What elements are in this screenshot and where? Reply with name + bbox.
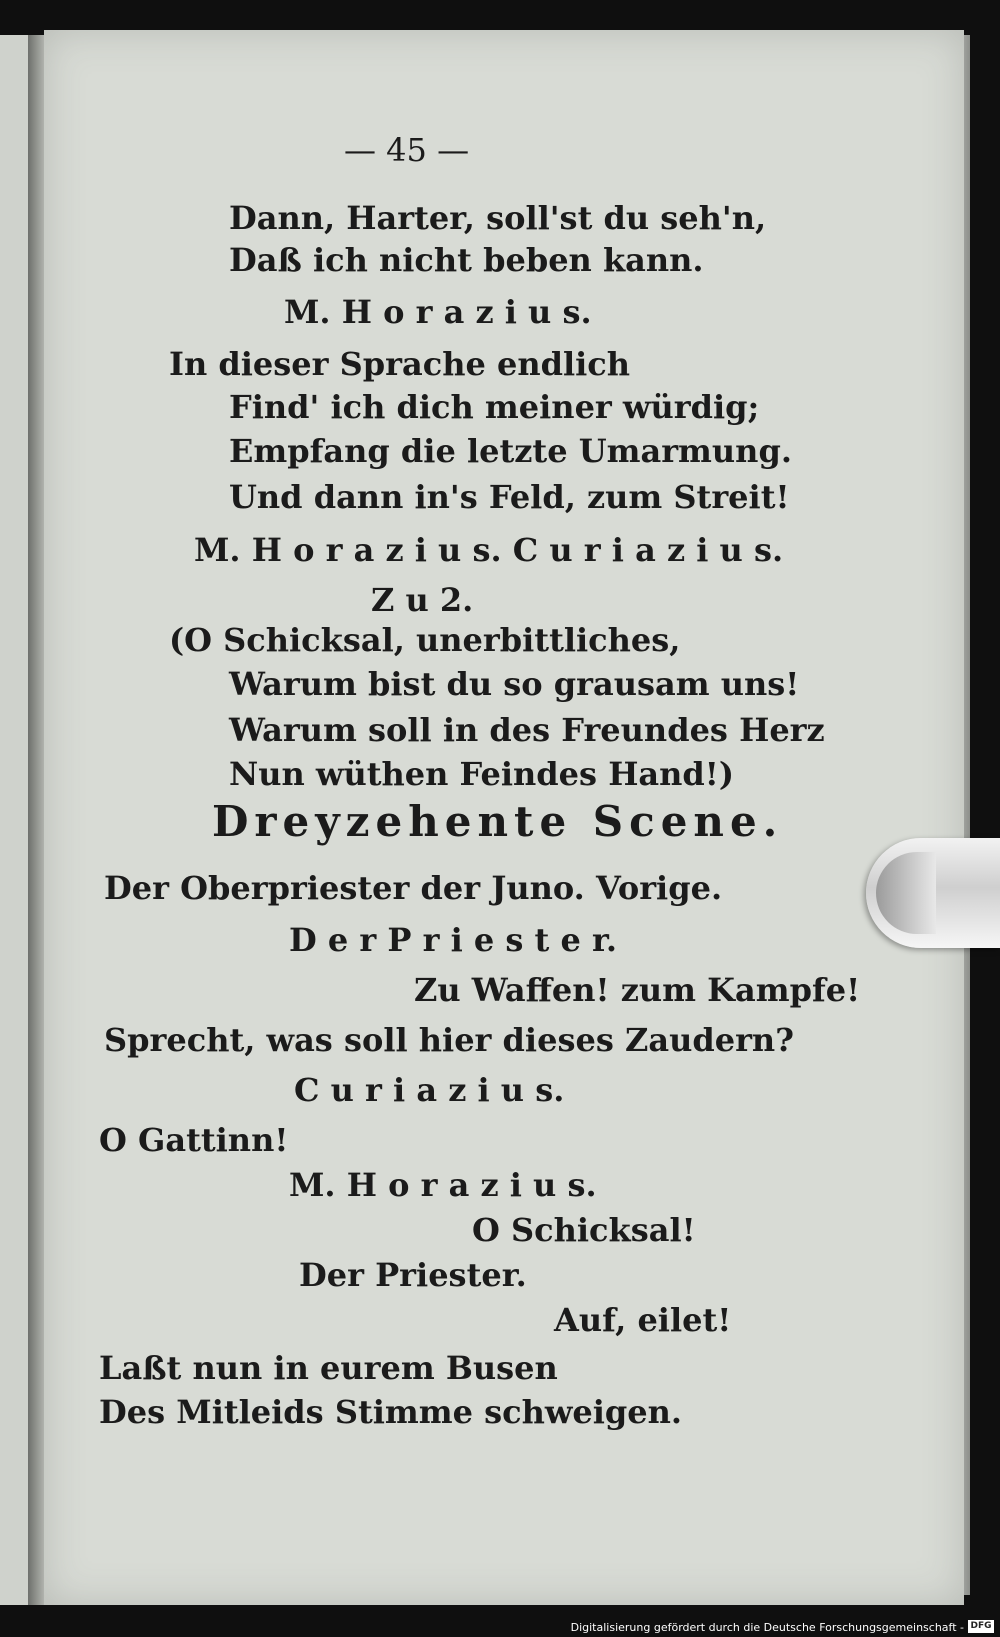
verse-line: Warum bist du so grausam uns! — [229, 665, 800, 703]
verse-line: Des Mitleids Stimme schweigen. — [99, 1393, 683, 1431]
verse-line: Dann, Harter, soll'st du seh'n, — [229, 199, 767, 237]
speaker-name: M. H o r a z i u s. — [284, 293, 592, 331]
verse-line: Sprecht, was soll hier dieses Zaudern? — [104, 1021, 794, 1059]
verse-line: O Gattinn! — [99, 1121, 289, 1159]
verse-line: Und dann in's Feld, zum Streit! — [229, 478, 790, 516]
page-number: — 45 — — [344, 131, 470, 169]
speaker-name: M. H o r a z i u s. — [289, 1166, 597, 1204]
duet-marker: Z u 2. — [371, 581, 474, 619]
clip-loop — [876, 852, 936, 934]
speaker-name: M. H o r a z i u s. C u r i a z i u s. — [194, 531, 784, 569]
verse-line: Zu Waffen! zum Kampfe! — [414, 971, 861, 1009]
funding-credit: Digitalisierung gefördert durch die Deutsche Forschungsgemeinschaft - — [570, 1621, 964, 1634]
verse-line: Laßt nun in eurem Busen — [99, 1349, 558, 1387]
speaker-name: D e r P r i e s t e r. — [289, 921, 618, 959]
scene-heading: Dreyzehente Scene. — [212, 797, 784, 846]
verse-line: In dieser Sprache endlich — [169, 345, 631, 383]
speaker-name: C u r i a z i u s. — [294, 1071, 565, 1109]
verse-line: Nun wüthen Feindes Hand!) — [229, 755, 734, 793]
verse-line: Daß ich nicht beben kann. — [229, 241, 704, 279]
book-page — [44, 30, 964, 1605]
verse-line: Find' ich dich meiner würdig; — [229, 388, 760, 426]
speaker-name: Der Priester. — [299, 1256, 527, 1294]
page-clip — [866, 838, 1000, 948]
dfg-logo-icon: DFG — [968, 1620, 994, 1633]
verse-line: Empfang die letzte Umarmung. — [229, 432, 792, 470]
digitization-footer — [0, 1615, 1000, 1637]
verse-line: Auf, eilet! — [554, 1301, 732, 1339]
verse-line: (O Schicksal, unerbittliches, — [169, 621, 681, 659]
verse-line: Warum soll in des Freundes Herz — [229, 711, 825, 749]
scene-characters: Der Oberpriester der Juno. Vorige. — [104, 869, 723, 907]
verse-line: O Schicksal! — [472, 1211, 696, 1249]
